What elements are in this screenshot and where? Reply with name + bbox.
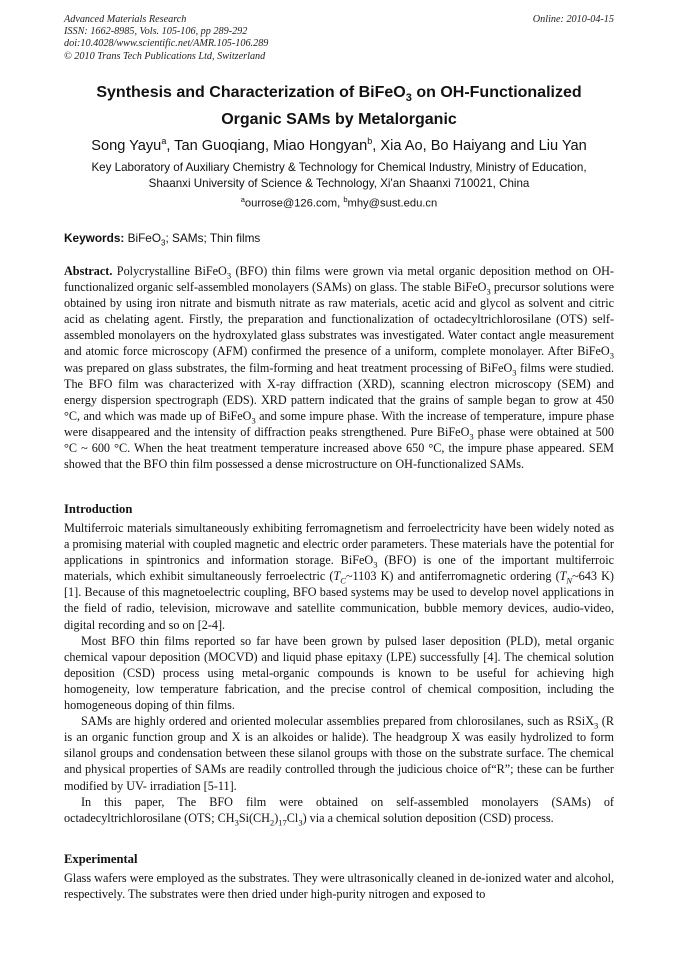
title-line-1: Synthesis and Characterization of BiFeO$_3$ on OH-Functionalized [96, 84, 582, 105]
online-date: Online: 2010-04-15 [532, 14, 614, 25]
title-line-2: Organic SAMs by Metalorganic [221, 111, 457, 129]
author-emails: $^a$ourrose@126.com, $^b$mhy@sust.edu.cn [240, 195, 438, 210]
experimental-paragraph-1: Glass wafers were employed as the substrates. They were ultrasonically cleaned in de-ionized water and alcohol, respectively. The substrates were then dried under high-purity nitrogen and exposed to [64, 871, 614, 902]
intro-paragraph-4: In this paper, The BFO film were obtained on self-assembled monolayers (SAMs) of octadecyltrichlorosilane (OTS; $CH_3Si(CH_2)_{17}Cl_3$) via a chemical solution deposition (CSD) process. [64, 794, 614, 828]
issn-line: ISSN: 1662-8985, Vols. 105-106, pp 289-292 [64, 26, 248, 38]
keywords-label: Keywords: [64, 231, 125, 245]
paper-title [64, 82, 614, 130]
abstract-label: Abstract. [64, 264, 113, 278]
introduction-heading: Introduction [64, 502, 133, 516]
keywords: Keywords: BiFeO$_3$; SAMs; Thin films [64, 231, 261, 248]
journal-name: Advanced Materials Research [64, 14, 187, 25]
intro-paragraph-1: Multiferroic materials simultaneously exhibiting ferromagnetism and ferroelectricity have been widely noted as a promising material with coupled magnetic and electric order parameters. These materials have the potential for applications in spintronics and information storage. BiFeO$_3$ (BFO) is one of the important multiferroic materials, which exhibit simultaneously ferroelectric ($T_C\sim 1103$ K) and antiferromagnetic ordering ($T_N\sim 643$ K) [1]. Because of this magnetoelectric coupling, BFO based systems may be used to develop novel applications in the field of radio, television, microwave and satellite communication, bubble memory devices, audio-video, digital recording and so on [2-4]. [64, 521, 614, 632]
copyright-line: © 2010 Trans Tech Publications Ltd, Switzerland [64, 50, 266, 62]
affiliation [44, 160, 634, 192]
journal-header [64, 14, 614, 63]
email-b[interactable]: mhy@sust.edu.cn [347, 197, 438, 210]
intro-paragraph-2: Most BFO thin films reported so far have been grown by pulsed laser deposition (PLD), metal organic chemical vapour deposition (MOCVD) and liquid phase epitaxy (LPE) successfully [4]. The chemical solution deposition (CSD) process using metal-organic compounds is known to be useful for achieving high homogeneity, low temperature fabrication, and the precise control of chemical composition, including the homogeneous doping of thin films. [64, 633, 614, 713]
doi-line: doi:10.4028/www.scientific.net/AMR.105-106.289 [64, 38, 269, 50]
email-a[interactable]: ourrose@126.com, [244, 197, 344, 210]
experimental-heading: Experimental [64, 852, 138, 866]
intro-paragraph-3: SAMs are highly ordered and oriented molecular assemblies prepared from chlorosilanes, such as RSiX$_3$ (R is an organic function group and X is an alkoides or halide). The headgroup X was easily hydrolized to form silanol groups and condensation between these silanol groups with those on the substrate surface. The chemical and physical properties of SAMs are readily controlled through the judicious choice of“R”; these can be further modified by UV- irradiation [5-11]. [64, 714, 614, 793]
affiliation-line-1: Key Laboratory of Auxiliary Chemistry & Technology for Chemical Industry, Ministry of Education, [91, 161, 587, 174]
author-list: Song Yayu$^a$, Tan Guoqiang, Miao Hongyan$^b$, Xia Ao, Bo Haiyang and Liu Yan [91, 136, 587, 154]
abstract: Abstract. Polycrystalline BiFeO$_3$ (BFO) thin films were grown via metal organic deposition method on OH-functionalized organic self-assembled monolayers (SAMs) on glass. The stable BiFeO$_3$ precursor solutions were obtained by using iron nitrate and bismuth nitrate as raw materials, acetic acid and glycol as solvent and citric acid as chelating agent. Firstly, the preparation and functionalization of octadecyltrichlorosilane (OTS) self-assembled monolayers on the hydroxylated glass substrates was investigated. Water contact angle measurement and atomic force microscopy (AFM) confirmed the presence of a uniform, complete monolayer. After BiFeO$_3$ was prepared on glass substrates, the film-forming and heat treatment processing of BiFeO$_3$ films were studied. The BFO film was characterized with X-ray diffraction (XRD), scanning electron microscopy (SEM) and energy dispersion spectrograph (EDS). XRD pattern indicated that the grains of sample began to grow at 450 °C, and which was made up of BiFeO$_3$ and some impure phase. With the increase of temperature, impure phase were disappeared and the intensity of diffraction peaks strengthened. Pure BiFeO$_3$ phase were obtained at 500 °C ~ 600 °C. When the heat treatment temperature increased above 650 °C, the impure phase appeared. SEM showed that the BFO thin film possessed a dense microstructure on OH-functionalized SAMs. [64, 264, 614, 472]
affiliation-line-2: Shaanxi University of Science & Technology, Xi'an Shaanxi 710021, China [148, 177, 530, 190]
introduction-body [64, 520, 614, 826]
experimental-body [64, 870, 614, 902]
